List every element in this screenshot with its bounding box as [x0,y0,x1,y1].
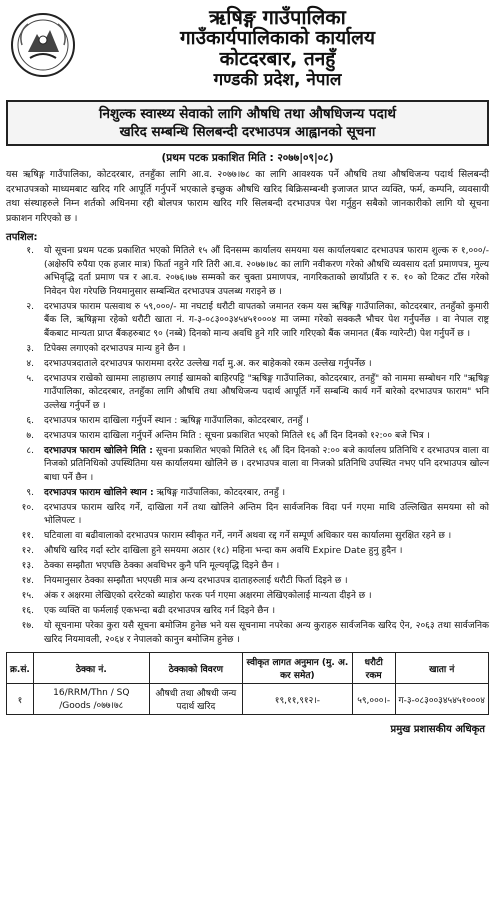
banner-line-2: खरिद सम्बन्धि सिलबन्दी दरभाउपत्र आह्वानको सूचना [119,124,376,140]
col-estimate: स्वीकृत लागत अनुमान (मु. अ. कर समेत) [242,653,352,684]
col-deposit: धरौटी रकम [352,653,395,684]
condition-item: १४. नियमानुसार ठेक्का सम्झौता भएपछी मात्र अन्य दरभाउपत्र दाताहरुलाई धरौटी फिर्ता दिइने छ । [21,576,348,586]
office-title: गाउँकार्यपालिकाको कार्यालय [179,27,376,49]
conditions-list [6,245,489,647]
table-row [7,684,489,715]
cell-deposit: ५९,०००।- [352,684,395,715]
col-serial: क्र.सं. [7,653,34,684]
table-header-row [7,653,489,684]
conditions-label: तपशिल: [6,232,38,243]
condition-item: ३. टिपेक्स लगाएको दरभाउपत्र मान्य हुने छैन । [26,343,186,354]
tender-table [6,652,489,715]
publish-date: (प्रथम पटक प्रकाशित मिति : २०७७|०९|०८) [161,152,334,164]
notice-header [6,6,489,96]
cell-contract-no: 16/RRM/Thn / SQ /Goods /०७७।७८ [33,684,149,715]
condition-item: १३. ठेक्का सम्झौता भएपछि ठेक्का अवधिभर कुनै पनि मूल्यवृद्धि दिइने छैन । [21,561,280,571]
col-contract-no: ठेक्का नं. [33,653,149,684]
col-description: ठेक्काको विवरण [149,653,242,684]
condition-item: १५. अंक र अक्षरमा लेखिएको दररेटको ब्याहोरा फरक पर्न गएमा अक्षरमा लेखिएकोलाई मान्यता दीइने छ । [21,591,372,601]
condition-item: ९. दरभाउपत्र फाराम खोलिने स्थान : ऋषिङ्ग गाउँपालिका, कोटदरबार, तनहुँ । [26,487,286,498]
col-account: खाता नं [395,653,488,684]
cell-serial: १ [7,684,34,715]
nepal-emblem-icon [10,12,76,78]
condition-item: ६. दरभाउपत्र फाराम दाखिला गर्नुपर्ने स्थान : ऋषिङ्ग गाउँपालिका, कोटदरबार, तनहुँ । [26,415,309,426]
office-name: ऋषिङ्ग गाउँपालिका [209,5,346,29]
condition-item: ११. घटिवाला वा बढीवालाको दरभाउपत्र फाराम स्वीकृत गर्ने, नगर्ने अथवा रद्द गर्ने सम्पूर्ण अधिकार यस कार्यालमा सुरक्षित रहने छ । [21,531,452,541]
condition-item: ७. दरभाउपत्र फाराम दाखिला गर्नुपर्ने अन्तिम मिति : सूचना प्रकाशित भएको मितिले १६ औं दिन दिनको १२:०० बजे भित्र । [26,430,430,441]
condition-item: १२. औषधि खरिद गर्दा स्टोर दाखिला हुने समयमा अठार (१८) महिना भन्दा कम अवधि Expire Date हुनु हुदैन । [21,546,403,556]
condition-item: १६. एक व्यक्ति वा फर्मलाई एकभन्दा बढी दरभाउपत्र खरिद गर्न दिइने छैन । [21,606,276,616]
office-location: कोटदरबार, तनहुँ [219,48,336,70]
condition-item: १. यो सूचना प्रथम पटक प्रकाशित भएको मितिले १५ औं दिनसम्म कार्यालय समयमा यस कार्यालयबाट दरभाउपत्र फाराम शुल्क रु १,०००/- (अक्षेरुपि रुपैया एक हजार मात्र) फिर्ता नहुने गरि तिरी आ.व. २०७७।७८ का लागि नवीकरण गरेको औषधि व्यवसाय दर्ता प्रमाणपत्र, मुल्य अभिवृद्धि दर्ता प्रमाण पत्र र आ.व. २०७६।७७ सम्मको कर चुक्ता प्रमाणपत्र, नागरिकताको छायाँप्रति र रु. १० को टिकट टाँस गरेको निवेदन पेश गरेपछि नियमानुसार सम्बन्धित दरभाउपत्र उपलब्ध गराइने छ । [26,246,489,297]
condition-item: ४. दरभाउपत्रदाताले दरभाउपत्र फाराममा दररेट उल्लेख गर्दा मु.अ. कर बाहेकको रकम उल्लेख गर्नुपर्नेछ । [26,358,372,369]
office-province: गण्डकी प्रदेश, नेपाल [213,70,342,90]
signatory-title: प्रमुख प्रशासकीय अधिकृत [390,724,485,735]
cell-estimate: १९,११,९१२।- [242,684,352,715]
condition-item: १०. दरभाउपत्र फाराम खरिद गर्ने, दाखिला गर्ने तथा खोलिने अन्तिम दिन सार्वजनिक विदा पर्न गएमा माथि उल्लिखित समयमा सो को भोलिपल्ट । [21,502,489,526]
notice-title-banner [6,100,489,146]
cell-description: औषधी तथा औषधी जन्य पदार्थ खरिद [149,684,242,715]
condition-item: ८. दरभाउपत्र फाराम खोलिने मिति : सूचना प्रकाशित भएको मितिले १६ औं दिन दिनको २:०० बजे कार्यालय प्रतिनिधि र दरभाउपत्र वाला वा निजको प्रतिनिधिको उपस्थितिमा यस कार्यालयमा खोलिने छ । दरभाउपत्र वाला वा निजको प्रतिनिधि उपस्थित नभए पनि दरभाउपत्र खोल्न बाधा पर्ने छैन । [26,445,490,483]
intro-paragraph: यस ऋषिङ्ग गाउँपालिका, कोटदरबार, तनहुँका लागि आ.व. २०७७।७८ का लागि आवश्यक पर्ने औषधि तथा औषधिजन्य पदार्थ सिलबन्दी दरभाउपत्रको माध्यमबाट खरिद गरि आपूर्ति गर्नुपर्ने भएकाले इच्छुक औषधि खरिद बिक्रिसम्बन्धी इजाजत प्राप्त व्यक्ति, फर्म, कम्पनि, व्यवसायी तथा संस्थाहरुले निम्न शर्तको अधिनमा रही बोलपत्र फाराम खरिद गरि सिलबन्दी दरभाउपत्र पेश गर्नुहुन सबैको जानकारीको लागि यो सूचना प्रकाशन गरिएको छ । [6,169,489,224]
condition-item: ५. दरभाउपत्र राखेको खाममा लाहाछाप लगाई खामको बाहिरपट्टि "ऋषिङ्ग गाउँपालिका, कोटदरबार, तनहुँ" को नाममा सम्बोधन गरि "ऋषिङ्ग गाउँपालिका, कोटदरबार, तनहुँका लागि औषधि तथा औषधिजन्य पदार्थ आपूर्ति गर्ने सम्बन्धि कार्य गर्ने बारेको दरभाउपत्र फाराम" भनि उल्लेख गर्नुपर्ने छ । [26,373,489,411]
cell-account: ग-३-०८३००३४५४५१०००४ [395,684,488,715]
banner-line-1: निशुल्क स्वास्थ्य सेवाको लागि औषधि तथा औषधिजन्य पदार्थ [99,106,396,122]
condition-item: २. दरभाउपत्र फाराम पत्सवाथ रु ५९,०००/- मा नघटाई धरौटी वापतको जमानत रकम यस ऋषिङ्ग गाउँपालिका, कोटदरबार, तनहुँको कुमारी बैंक लि, ऋषिङ्गमा रहेको धरौटी खाता नं. ग-३-०८३००३४५४५१०००४ मा जम्मा गरेको सक्कलै भौचर पेश गर्नुपर्नेछ । वा नेपाल राष्ट्र बैंकबाट मान्यता प्राप्त बैंकहरुबाट ९० (नब्बे) दिनको मान्य अवधि हुने गरि जारि गरिएको बैंक जमानत (बैंक ग्यारेन्टी) पेश गर्नुपर्ने छ । [26,301,489,339]
condition-item: १७. यो सूचनामा परेका कुरा यसै सूचना बमोजिम हुनेछ भने यस सूचनामा नपरेका अन्य कुराहरु सार्वजनिक खरिद ऐन, २०६३ तथा सार्वजनिक खरिद नियमावली, २०६४ र नेपालको कानुन बमोजिम हुनेछ । [21,621,489,645]
